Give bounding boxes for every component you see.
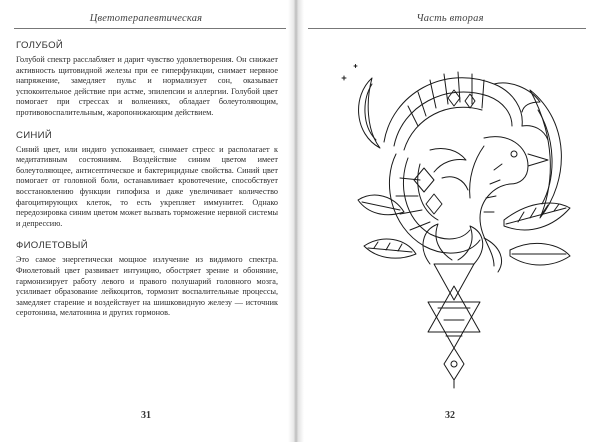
right-running-head: Часть вторая xyxy=(416,13,484,24)
section-title: СИНИЙ xyxy=(16,129,53,141)
sparkles xyxy=(342,65,357,81)
section-title: ГОЛУБОЙ xyxy=(16,40,64,51)
upper-feathers xyxy=(384,72,548,150)
right-page xyxy=(300,0,600,442)
section-indigo xyxy=(16,130,278,230)
section-paragraph: Синий цвет, или индиго успокаивает, снимает стресс и располагает к медитативным состояниям. Воздействие синим цветом имеет болеутоляющее, антисептическое и бактерицидные свойства. Синий цвет помогает от головной боли, останавливает кровотечение, способствует восстановлению функции гипофиза и даже увеличивает количество фагоцитирующих клеток, то есть укрепляет иммунитет. Однако передозировка синим цветом может вызвать торможение нервной системы и депрессию. xyxy=(16,144,278,228)
left-running-head: Цветотерапевтическая xyxy=(89,13,203,24)
bird-head xyxy=(470,137,548,266)
left-header-rule xyxy=(14,28,286,29)
left-page-number: 31 xyxy=(141,410,151,421)
section-title: ФИОЛЕТОВЫЙ xyxy=(16,240,88,252)
crescent-moon xyxy=(359,78,380,148)
coloring-illustration xyxy=(334,50,574,390)
section-paragraph: Это самое энергетически мощное излучение из видимого спектра. Фиолетовый цвет развивает интуицию, обостряет зрение и обоняние, гармонизирует работу левого и правого полушарий головного мозга, усиливает образование лейкоцитов, тормозит воспалительные процессы, замедляет старение и воздействует на шишковидную железу — источник серотонина, мелатонина и других гормонов. xyxy=(16,255,278,318)
left-page xyxy=(0,0,292,442)
section-violet xyxy=(16,240,278,319)
right-page-number: 32 xyxy=(445,410,455,421)
right-arc xyxy=(530,90,561,218)
right-header-rule xyxy=(308,28,586,29)
section-paragraph: Голубой спектр расслабляет и дарит чувство удовлетворения. Он снижает активность щитовидной железы при ее гиперфункции, снимает нервное напряжение, замедляет пульс и нормализует сон, оказывает успокоительное действие при астме, эпилепсии и аллергии. Голубой цвет помогает при стрессах и волнениях, обладает болеутоляющим, противовоспалительным, жаропонижающим действием. xyxy=(16,55,278,117)
left-page-content xyxy=(16,40,278,330)
star-stack xyxy=(428,264,480,388)
right-leaves xyxy=(504,203,570,265)
section-blue xyxy=(16,40,278,119)
patterned-body xyxy=(389,148,480,253)
